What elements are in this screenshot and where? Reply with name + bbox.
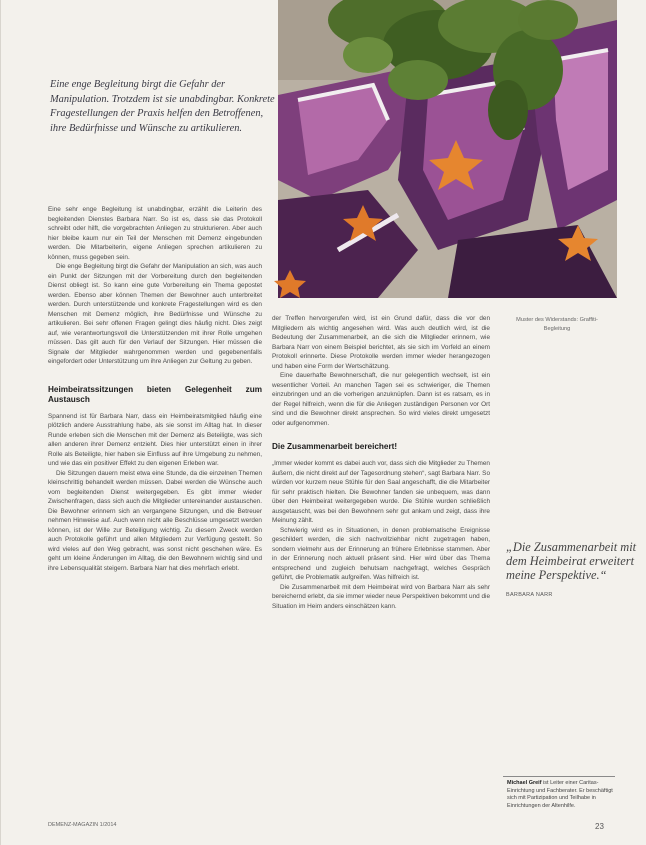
- photo-caption: Muster des Widerstands: Graffiti-Begleitung: [516, 317, 598, 332]
- paragraph: Die Sitzungen dauern meist etwa eine Stunde, da die einzelnen Themen kleinschrittig behandelt werden müssen. Dabei werden die Wünsche auch vom begleitenden Dienst weitergegeben. Es gibt immer wieder Zwischenfragen, dass sich auch die Mitglieder untereinander austauschen. Die Bewohner erinnern sich an vergangene Sitzungen, und die Betreuer nehmen Hinweise auf. Auch wenn nicht alle Beschlüsse umgesetzt werden können, ist der Wille zur Beteiligung wichtig. Zu diesem Zweck werden auch Protokolle geführt und allen Mitgliedern zur Verfügung gestellt. So wird vieles auf den Weg gebracht, was sonst nicht geschehen wäre. Es geht um kleine Änderungen im Alltag, die den Bewohnern wichtig sind und ihre Lebensqualität steigern. Barbara Narr hat dies mehrfach erlebt.: [48, 469, 262, 572]
- graffiti-photo: [278, 0, 617, 298]
- author-name: Michael Greif: [507, 780, 542, 786]
- page-edge: [0, 0, 1, 845]
- paragraph: Eine sehr enge Begleitung ist unabdingbar, erzählt die Leiterin des begleitenden Dienstes Barbara Narr. So ist es, dass sie das Protokoll schreibt oder hilft, die vorgebrachten Anliegen zu strukturieren. Aber auch hier bleibe kaum nur ein Teil der Menschen mit Demenz eingebunden werden. Die Mitarbeiterin, eigene Anliegen sprechen artikulieren zu können, muss gegeben sein.: [48, 206, 262, 261]
- paragraph: Spannend ist für Barbara Narr, dass ein Heimbeiratsmitglied häufig eine plötzlich andere Ausstrahlung habe, als sie sonst im Alltag hat. In dieser Runde erleben sich die Menschen mit der Demenz als Beteiligte, was sich allen anderen ihrer Demenz entzieht. Dies hier unterstützt einen in ihrer Rolle als Beteiligte, hier haben sie Einfluss auf ihre Umgebung zu nehmen, und wie das ein positiver Effekt zu den eigenen Erleben war.: [48, 412, 262, 467]
- paragraph: Die Zusammenarbeit mit dem Heimbeirat wird von Barbara Narr als sehr bereichernd erlebt, da sie immer wieder neue Perspektiven bekommt und die Situation im Heim anders einschätzen kann.: [272, 583, 490, 610]
- intro-teaser: Eine enge Begleitung birgt die Gefahr der Manipulation. Trotzdem ist sie unabdingbar. Konkrete Fragestellungen der Praxis helfen den Betroffenen, ihre Bedürfnisse und Wünsche zu artikulieren.: [50, 79, 275, 134]
- paragraph: „Immer wieder kommt es dabei auch vor, dass sich die Mitglieder zu Themen äußern, die nicht direkt auf der Tagesordnung stehen“, sagt Barbara Narr. So würden vor kurzem neue Stühle für den Saal angeschafft, die die Mitarbeiter für sehr praktisch hielten. Die Bewohner fanden sie unbequem, was dann über den Heimbeirat weitergegeben wurde. Die Stühle wurden schließlich ausgetauscht, was bei den Bewohnern sehr gut ankam und zeigt, dass ihre Meinung zählt.: [272, 460, 490, 524]
- author-description: ist Leiter einer Caritas-Einrichtung und Fachberater. Er beschäftigt sich mit Partizipation und Teilhabe in Einrichtungen der Altenhilfe.: [507, 780, 613, 809]
- pull-quote: [506, 540, 637, 602]
- text-column-middle: [272, 314, 490, 611]
- bio-divider: [503, 776, 615, 777]
- author-bio: [507, 780, 615, 810]
- paragraph: Schwierig wird es in Situationen, in denen problematische Ereignisse geschildert werden, die sich nachvollziehbar nicht zugetragen haben, sondern vielmehr aus der Erinnerung an frühere Erlebnisse stammen. Aber in der Erinnerung noch aktuell präsent sind. Hier wird über das Thema entsprechend und zugleich behutsam nachgefragt, welches Gespräch geführt, die Problematik aufgreifen. Was hilfreich ist.: [272, 526, 490, 581]
- paragraph: der Treffen hervorgerufen wird, ist ein Grund dafür, dass die vor den Mitgliedern als wichtig angesehen wird. Was auch deutlich wird, ist die Bedeutung der Zusammenarbeit, an die sich die Mitglieder erinnern, wie Barbara Narr von einem Beispiel berichtet, als sie sich im Vorfeld an einem Protokoll erinnerte. Diese Protokolle werden immer wieder herangezogen und haben eine Form der Wertschätzung.: [272, 315, 490, 370]
- magazine-footer: DEMENZ-MAGAZIN 1/2014: [48, 822, 117, 828]
- pull-quote-text: „Die Zusammenarbeit mit dem Heimbeirat erweitert meine Perspektive.“: [506, 540, 637, 582]
- text-column-left: [48, 205, 262, 573]
- pull-quote-author: BARBARA NARR: [506, 592, 553, 598]
- paragraph: Die enge Begleitung birgt die Gefahr der Manipulation an sich, was auch ein Punkt der Sitzungen mit der Vorbereitung durch den begleitenden Dienst obliegt ist. So kann eine gute Vorbereitung ein Thema gepostet werden. Ebenso aber können Themen der Bewohner auch unterbreitet werden. Durch unterstützende und konkrete Fragestellungen wird es den Menschen mit Demenz möglich, ihre Bedürfnisse und Wünsche zu artikulieren. Bei sehr offenen Fragen gelingt dies häufig nicht. Dies zeigt auf, wie verantwortungsvoll die Unterstützenden mit ihrer Rolle umgehen müssen. Das gilt auch für den Verlauf der Sitzungen. Hier müssen die Signale der Mitglieder wahrgenommen werden und gegebenenfalls eingefordert oder Unterstützung um ihre Anliegen zur Geltung zu geben.: [48, 263, 262, 365]
- section-heading: Die Zusammenarbeit bereichert!: [272, 442, 398, 451]
- section-heading: Heimbeiratssitzungen bieten Gelegenheit zum Austausch: [48, 384, 262, 404]
- paragraph: Eine dauerhafte Bewohnerschaft, die nur gelegentlich wechselt, ist ein wesentlicher Vorteil. An manchen Tagen sei es schwieriger, die Themen einzubringen und an die vorherigen anzuknüpfen. Dann ist es ratsam, es in der Regel hilfreich, wenn die für die Anliegen zuständigen Personen vor Ort sind und die Bewohner direkt ansprechen. So wird vieles direkt umgesetzt oder aufgenommen.: [272, 372, 490, 427]
- page-number: 23: [595, 822, 604, 831]
